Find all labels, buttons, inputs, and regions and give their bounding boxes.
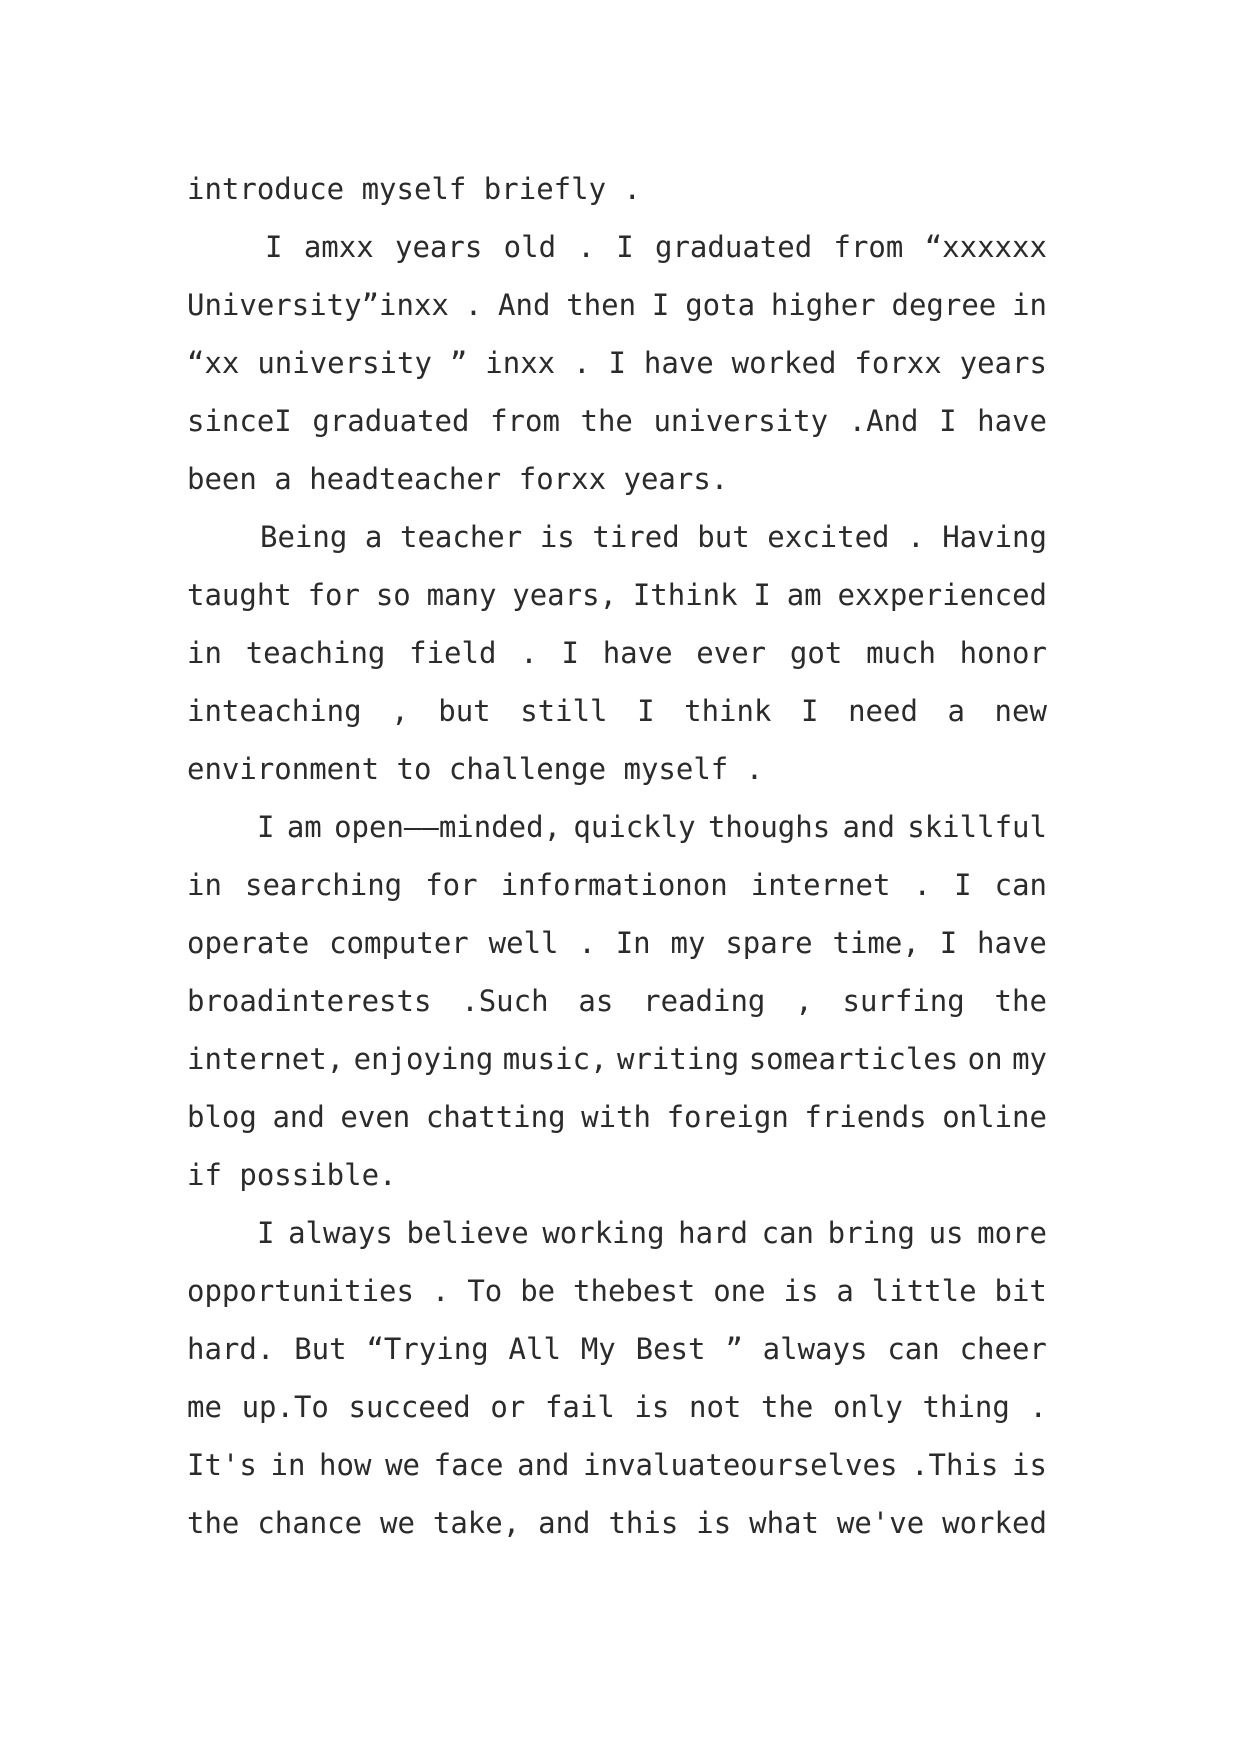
word: It's [187, 1448, 257, 1482]
word: field [409, 636, 497, 670]
word: bring [827, 1216, 915, 1250]
word: have [643, 346, 714, 380]
word: reading [643, 984, 766, 1018]
word: . [577, 230, 595, 264]
text-line [187, 972, 1047, 1030]
word: And [498, 288, 551, 322]
word: “Trying [366, 1332, 489, 1366]
word: teaching [245, 636, 386, 670]
word: many [426, 578, 497, 612]
word: little [871, 1274, 977, 1308]
word: me [187, 1390, 222, 1424]
word: new [994, 694, 1047, 728]
word: chatting [425, 1100, 566, 1134]
word: worked [942, 1506, 1047, 1540]
word: graduated [312, 404, 470, 438]
text-line [187, 334, 1047, 392]
word: chance [257, 1506, 363, 1540]
word: the [761, 1390, 814, 1424]
word: I [801, 694, 819, 728]
word: I [561, 636, 579, 670]
word: hard [678, 1216, 749, 1250]
word: and [517, 1448, 570, 1482]
word: I [939, 926, 958, 960]
word: working [542, 1216, 665, 1250]
word: succeed [348, 1390, 471, 1424]
word: But [294, 1332, 347, 1366]
word: thing [922, 1390, 1010, 1424]
word: take, [432, 1506, 521, 1540]
word: . [578, 926, 596, 960]
word: and [272, 1100, 325, 1134]
word: think [684, 694, 772, 728]
word: but [697, 520, 750, 554]
text-line [187, 682, 1047, 740]
word: need [848, 694, 918, 728]
text-line [187, 276, 1047, 334]
word: cheer [959, 1332, 1047, 1366]
word: higher [770, 288, 876, 322]
word: can [887, 1332, 940, 1366]
word: forxx [854, 346, 942, 380]
word: honor [959, 636, 1047, 670]
word: thoughs [707, 810, 831, 844]
text-line: been a headteacher forxx years. [187, 462, 729, 496]
word: is [696, 1506, 732, 1540]
word: be [520, 1274, 556, 1308]
word: . [1029, 1390, 1047, 1424]
word: am [286, 810, 322, 844]
word: , [795, 984, 813, 1018]
word: from [490, 404, 560, 438]
word: inteaching [187, 694, 362, 728]
word: University”inxx [187, 288, 449, 322]
document-body [187, 160, 1047, 1552]
word: have [602, 636, 673, 670]
word: online [942, 1100, 1047, 1134]
word: teacher [400, 520, 523, 554]
word: we [380, 1506, 415, 1540]
word: and [538, 1506, 591, 1540]
word: believe [406, 1216, 529, 1250]
text-line [187, 1204, 1047, 1262]
word: , [391, 694, 409, 728]
word: computer [329, 926, 469, 960]
text-line [187, 1320, 1047, 1378]
word: how [319, 1448, 372, 1482]
word: somearticles [748, 1042, 959, 1076]
word: “xxxxxx [924, 230, 1047, 264]
text-line [187, 1030, 1047, 1088]
word: the [580, 404, 633, 438]
word: I [939, 404, 957, 438]
text-line [187, 392, 1047, 450]
word: us [928, 1216, 964, 1250]
word: is [634, 1390, 670, 1424]
word: degree [891, 288, 997, 322]
word: surfing [842, 984, 965, 1018]
word: I [651, 288, 670, 322]
word: ” [449, 346, 468, 380]
word: searching [245, 868, 403, 902]
word: my [1012, 1042, 1047, 1076]
word: My [580, 1332, 616, 1366]
word: as [578, 984, 614, 1018]
word: foreign [666, 1100, 789, 1134]
word: internet [750, 868, 891, 902]
word: .Such [461, 984, 549, 1018]
word: for [425, 868, 478, 902]
word: not [688, 1390, 742, 1424]
text-line [187, 856, 1047, 914]
word: can [994, 868, 1047, 902]
word: the [187, 1506, 240, 1540]
word: more [977, 1216, 1047, 1250]
word: I [608, 346, 626, 380]
word: on [967, 1042, 1003, 1076]
word: this [608, 1506, 679, 1540]
word: have [977, 926, 1047, 960]
text-line [187, 566, 1047, 624]
word: I [753, 578, 771, 612]
word: my [670, 926, 706, 960]
word: time, [832, 926, 920, 960]
word: taught [187, 578, 292, 612]
word: music, [502, 1042, 608, 1076]
word: I [257, 810, 275, 844]
word: quickly [573, 810, 696, 844]
word: All [508, 1332, 561, 1366]
word: writing [617, 1042, 740, 1076]
word: years, [512, 578, 617, 612]
word: invaluateourselves [583, 1448, 898, 1482]
word: . [464, 288, 483, 322]
word: “xx [187, 346, 240, 380]
word: is [539, 520, 575, 554]
word: and [842, 810, 895, 844]
word: in [187, 868, 222, 902]
text-line [187, 798, 1047, 856]
word: have [977, 404, 1047, 438]
word: old [503, 230, 557, 264]
word: worked [731, 346, 837, 380]
word: the [994, 984, 1047, 1018]
word: then [566, 288, 637, 322]
word: . [913, 868, 931, 902]
word: blog [187, 1100, 257, 1134]
word: ever [696, 636, 767, 670]
word: but [438, 694, 491, 728]
word: Best [635, 1332, 706, 1366]
word: only [833, 1390, 903, 1424]
word: amxx [303, 230, 374, 264]
word: informationon [500, 868, 728, 902]
word: To [467, 1274, 503, 1308]
word: a [364, 520, 383, 554]
word: university [653, 404, 829, 438]
word: we've [836, 1506, 925, 1540]
word: operate [187, 926, 310, 960]
word: tired [592, 520, 680, 554]
word: for [307, 578, 360, 612]
text-line [187, 1378, 1047, 1436]
word: in [1012, 288, 1047, 322]
word: university [257, 346, 432, 380]
word: In [615, 926, 651, 960]
word: up.To [241, 1390, 329, 1424]
word: what [749, 1506, 819, 1540]
word: gota [685, 288, 756, 322]
text-line [187, 1494, 1047, 1552]
word: in [187, 636, 222, 670]
word: open——minded, [334, 810, 562, 844]
word: can [761, 1216, 815, 1250]
word: fail [544, 1390, 615, 1424]
word: Being [260, 520, 348, 554]
word: skillful [907, 810, 1047, 844]
word: from [833, 230, 904, 264]
word: enjoying [353, 1042, 494, 1076]
word: even [340, 1100, 411, 1134]
text-line [187, 1436, 1047, 1494]
word: so [375, 578, 411, 612]
word: ” [725, 1332, 743, 1366]
text-line: if possible. [187, 1158, 397, 1192]
word: a [836, 1274, 854, 1308]
text-line: environment to challenge myself . [187, 752, 764, 786]
word: in [270, 1448, 306, 1482]
text-line [187, 1088, 1047, 1146]
text-line: introduce myself briefly . [187, 172, 641, 206]
word: much [866, 636, 936, 670]
word: hard. [187, 1332, 275, 1366]
word: broadinterests [187, 984, 432, 1018]
word: . [520, 636, 538, 670]
word: one [713, 1274, 766, 1308]
text-line [187, 914, 1047, 972]
word: a [947, 694, 965, 728]
word: well [488, 926, 559, 960]
word: or [490, 1390, 526, 1424]
word: I [265, 230, 283, 264]
word: is [1012, 1448, 1047, 1482]
word: . [431, 1274, 450, 1308]
text-line [187, 508, 1047, 566]
word: excited [767, 520, 890, 554]
word: is [783, 1274, 819, 1308]
word: always [762, 1332, 868, 1366]
word: years [395, 230, 483, 264]
text-line [187, 624, 1047, 682]
word: am [786, 578, 822, 612]
text-line [187, 218, 1047, 276]
word: . [907, 520, 925, 554]
word: we [385, 1448, 420, 1482]
word: with [581, 1100, 651, 1134]
word: . [573, 346, 591, 380]
word: I [257, 1216, 275, 1250]
word: always [288, 1216, 393, 1250]
word: .This [911, 1448, 999, 1482]
word: sinceI [187, 404, 292, 438]
word: thebest [573, 1274, 696, 1308]
word: opportunities [187, 1274, 414, 1308]
word: Having [942, 520, 1047, 554]
word: .And [848, 404, 919, 438]
word: spare [725, 926, 813, 960]
word: I [954, 868, 972, 902]
word: graduated [655, 230, 813, 264]
word: I [616, 230, 634, 264]
word: got [789, 636, 843, 670]
word: still [520, 694, 608, 728]
word: bit [994, 1274, 1047, 1308]
text-line [187, 1262, 1047, 1320]
word: inxx [485, 346, 556, 380]
word: Ithink [632, 578, 738, 612]
word: internet, [187, 1042, 345, 1076]
word: years [959, 346, 1047, 380]
word: I [637, 694, 655, 728]
word: friends [804, 1100, 927, 1134]
word: exxperienced [837, 578, 1047, 612]
word: face [433, 1448, 504, 1482]
